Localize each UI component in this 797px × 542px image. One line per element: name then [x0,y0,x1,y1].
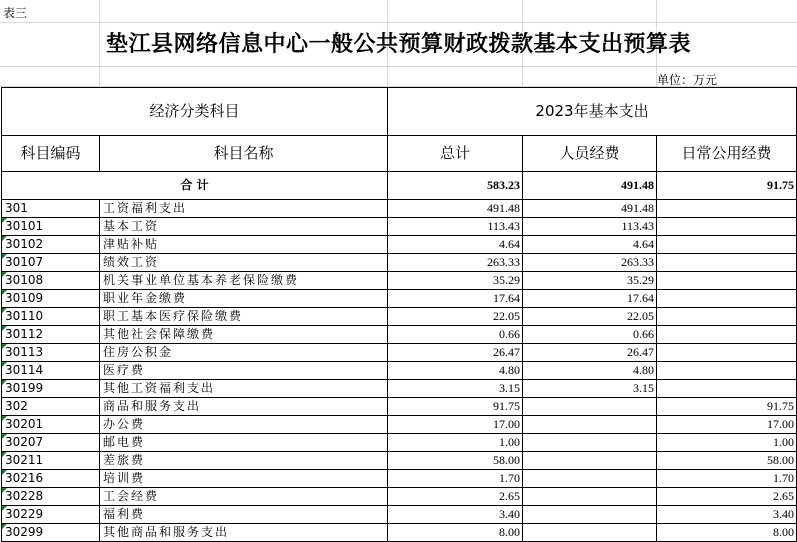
totals-personnel: 491.48 [523,172,657,200]
cell-public[interactable] [657,254,797,272]
cell-comment-indicator-icon [2,380,7,385]
cell-name-text: 医疗费 [103,363,146,377]
header-personnel: 人员经费 [523,136,657,172]
cell-total[interactable] [388,200,523,218]
cell-public[interactable] [657,380,797,398]
cell-comment-indicator-icon [2,254,7,259]
cell-public[interactable] [657,344,797,362]
table-row [2,272,797,290]
cell-code[interactable] [2,236,100,254]
cell-name[interactable] [100,416,388,434]
cell-public[interactable] [657,272,797,290]
cell-name[interactable] [100,506,388,524]
table-row [2,326,797,344]
cell-total-text: 4.80 [499,363,520,377]
cell-total-text: 91.75 [493,399,520,413]
cell-personnel-text: 35.29 [627,273,654,287]
page-title: 垫江县网络信息中心一般公共预算财政拨款基本支出预算表 [105,32,691,57]
cell-total-text: 17.00 [493,417,520,431]
table-row [2,488,797,506]
cell-public[interactable] [657,308,797,326]
cell-total-text: 58.00 [493,453,520,467]
cell-name-text: 基本工资 [103,219,160,233]
table-row [2,200,797,218]
cell-total[interactable] [388,344,523,362]
cell-public[interactable] [657,290,797,308]
cell-personnel-text: 4.64 [633,237,654,251]
cell-public[interactable] [657,416,797,434]
cell-public[interactable] [657,470,797,488]
cell-total[interactable] [388,524,523,542]
cell-name-text: 职工基本医疗保险缴费 [103,309,244,323]
cell-total[interactable] [388,218,523,236]
table-row [2,308,797,326]
cell-public-text: 2.65 [773,489,794,503]
cell-total-text: 1.00 [499,435,520,449]
cell-name-text: 工资福利支出 [103,201,188,215]
cell-total[interactable] [388,470,523,488]
cell-total-text: 8.00 [499,525,520,539]
cell-code-text: 30107 [5,255,44,269]
cell-public-text: 17.00 [767,417,794,431]
cell-code-text: 30216 [5,471,44,485]
cell-name-text: 差旅费 [103,453,146,467]
cell-total-text: 263.33 [487,255,520,269]
cell-total-text: 3.40 [499,507,520,521]
cell-personnel[interactable] [523,470,657,488]
cell-code[interactable] [2,344,100,362]
cell-public[interactable] [657,326,797,344]
totals-row [2,172,797,200]
table-row [2,380,797,398]
cell-personnel-text: 22.05 [627,309,654,323]
cell-personnel[interactable] [523,524,657,542]
cell-name[interactable] [100,362,388,380]
cell-name-text: 邮电费 [103,435,146,449]
cell-total[interactable] [388,452,523,470]
cell-code[interactable] [2,380,100,398]
cell-name[interactable] [100,452,388,470]
table-row [2,254,797,272]
cell-name-text: 其他社会保障缴费 [103,327,216,341]
cell-code[interactable] [2,200,100,218]
cell-code-text: 30199 [5,381,44,395]
cell-name[interactable] [100,470,388,488]
cell-total[interactable] [388,398,523,416]
cell-total-text: 35.29 [493,273,520,287]
totals-total: 583.23 [388,172,523,200]
cell-public[interactable] [657,506,797,524]
cell-total-text: 1.70 [499,471,520,485]
cell-name-text: 工会经费 [103,489,160,503]
cell-personnel[interactable] [523,308,657,326]
cell-personnel[interactable] [523,254,657,272]
header-year-basic: 2023年基本支出 [388,88,797,136]
header-econ-category: 经济分类科目 [2,88,388,136]
header-total: 总计 [388,136,523,172]
cell-personnel[interactable] [523,218,657,236]
cell-total[interactable] [388,488,523,506]
cell-personnel-text: 0.66 [633,327,654,341]
cell-public-text: 8.00 [773,525,794,539]
cell-personnel-text: 26.47 [627,345,654,359]
table-row [2,452,797,470]
cell-personnel[interactable] [523,344,657,362]
table-row [2,434,797,452]
cell-public-text: 1.70 [773,471,794,485]
cell-code-text: 30207 [5,435,44,449]
cell-name[interactable] [100,380,388,398]
cell-name-text: 其他工资福利支出 [103,381,216,395]
cell-public[interactable] [657,236,797,254]
cell-public[interactable] [657,434,797,452]
cell-total[interactable] [388,434,523,452]
cell-code[interactable] [2,470,100,488]
table-row [2,236,797,254]
cell-personnel[interactable] [523,452,657,470]
cell-name[interactable] [100,398,388,416]
cell-code-text: 301 [5,201,28,215]
cell-comment-indicator-icon [2,434,7,439]
cell-name-text: 其他商品和服务支出 [103,525,230,539]
sheet-label: 表三 [3,6,28,20]
cell-comment-indicator-icon [2,416,7,421]
cell-name-text: 津贴补贴 [103,237,160,251]
cell-total[interactable] [388,506,523,524]
cell-total-text: 4.64 [499,237,520,251]
cell-code-text: 30112 [5,327,44,341]
header-name: 科目名称 [100,136,388,172]
cell-name[interactable] [100,524,388,542]
cell-code-text: 302 [5,399,28,413]
cell-code[interactable] [2,254,100,272]
cell-name-text: 福利费 [103,507,146,521]
cell-code[interactable] [2,524,100,542]
cell-name[interactable] [100,272,388,290]
cell-public[interactable] [657,362,797,380]
cell-code[interactable] [2,272,100,290]
cell-comment-indicator-icon [2,470,7,475]
cell-name-text: 机关事业单位基本养老保险缴费 [103,273,300,287]
cell-code[interactable] [2,452,100,470]
cell-code[interactable] [2,398,100,416]
cell-total[interactable] [388,326,523,344]
cell-personnel[interactable] [523,290,657,308]
cell-comment-indicator-icon [2,362,7,367]
cell-public-text: 1.00 [773,435,794,449]
cell-total[interactable] [388,380,523,398]
totals-label: 合 计 [2,172,388,200]
cell-name-text: 住房公积金 [103,345,174,359]
cell-code[interactable] [2,218,100,236]
cell-comment-indicator-icon [2,326,7,331]
cell-public-text: 91.75 [767,399,794,413]
cell-comment-indicator-icon [2,218,7,223]
table-row [2,344,797,362]
cell-name-text: 培训费 [103,471,146,485]
cell-total-text: 22.05 [493,309,520,323]
cell-total[interactable] [388,308,523,326]
gridline [0,66,797,67]
cell-personnel[interactable] [523,326,657,344]
cell-name[interactable] [100,308,388,326]
cell-total[interactable] [388,362,523,380]
table-row [2,218,797,236]
cell-personnel[interactable] [523,416,657,434]
cell-code[interactable] [2,362,100,380]
cell-personnel[interactable] [523,488,657,506]
cell-name[interactable] [100,254,388,272]
cell-personnel[interactable] [523,200,657,218]
cell-total-text: 3.15 [499,381,520,395]
cell-total-text: 17.64 [493,291,520,305]
cell-code-text: 30201 [5,417,44,431]
cell-code[interactable] [2,326,100,344]
cell-code[interactable] [2,308,100,326]
cell-code-text: 30114 [5,363,44,377]
cell-total-text: 0.66 [499,327,520,341]
cell-personnel-text: 17.64 [627,291,654,305]
header-code: 科目编码 [2,136,100,172]
cell-personnel[interactable] [523,434,657,452]
header-public: 日常公用经费 [657,136,797,172]
cell-total[interactable] [388,254,523,272]
cell-total[interactable] [388,272,523,290]
cell-personnel-text: 3.15 [633,381,654,395]
cell-comment-indicator-icon [2,272,7,277]
table-row [2,290,797,308]
cell-public-text: 58.00 [767,453,794,467]
cell-comment-indicator-icon [2,488,7,493]
header-row [2,88,797,136]
gridline [0,22,797,23]
unit-label: 单位：万元 [657,73,718,87]
cell-name[interactable] [100,434,388,452]
totals-public: 91.75 [657,172,797,200]
cell-name[interactable] [100,290,388,308]
cell-name-text: 职业年金缴费 [103,291,188,305]
budget-table [1,87,797,542]
cell-code-text: 30211 [5,453,44,467]
cell-public[interactable] [657,398,797,416]
cell-total-text: 2.65 [499,489,520,503]
header-row [2,136,797,172]
cell-personnel[interactable] [523,362,657,380]
cell-comment-indicator-icon [2,506,7,511]
cell-code[interactable] [2,290,100,308]
cell-personnel[interactable] [523,506,657,524]
cell-code-text: 30102 [5,237,44,251]
cell-code-text: 30228 [5,489,44,503]
cell-public[interactable] [657,218,797,236]
cell-name-text: 办公费 [103,417,146,431]
cell-name[interactable] [100,236,388,254]
cell-public-text: 3.40 [773,507,794,521]
cell-comment-indicator-icon [2,524,7,529]
cell-personnel-text: 263.33 [621,255,654,269]
cell-code[interactable] [2,416,100,434]
cell-personnel-text: 113.43 [621,219,654,233]
cell-total-text: 26.47 [493,345,520,359]
cell-comment-indicator-icon [2,290,7,295]
cell-code-text: 30113 [5,345,44,359]
cell-name[interactable] [100,488,388,506]
cell-code[interactable] [2,488,100,506]
cell-code-text: 30229 [5,507,44,521]
cell-comment-indicator-icon [2,452,7,457]
cell-comment-indicator-icon [2,308,7,313]
cell-public[interactable] [657,452,797,470]
cell-personnel[interactable] [523,236,657,254]
table-row [2,506,797,524]
cell-code-text: 30110 [5,309,44,323]
cell-total[interactable] [388,236,523,254]
table-row [2,524,797,542]
cell-code-text: 30108 [5,273,44,287]
cell-name-text: 商品和服务支出 [103,399,202,413]
cell-code-text: 30101 [5,219,44,233]
cell-total-text: 113.43 [487,219,520,233]
cell-code-text: 30299 [5,525,44,539]
cell-total[interactable] [388,290,523,308]
cell-total-text: 491.48 [487,201,520,215]
cell-personnel[interactable] [523,380,657,398]
table-row [2,416,797,434]
table-row [2,470,797,488]
cell-name-text: 绩效工资 [103,255,160,269]
cell-name[interactable] [100,200,388,218]
cell-total[interactable] [388,416,523,434]
cell-comment-indicator-icon [2,344,7,349]
cell-public[interactable] [657,488,797,506]
cell-name[interactable] [100,218,388,236]
cell-name[interactable] [100,326,388,344]
cell-code-text: 30109 [5,291,44,305]
cell-code[interactable] [2,434,100,452]
cell-personnel-text: 4.80 [633,363,654,377]
cell-personnel-text: 491.48 [621,201,654,215]
cell-personnel[interactable] [523,398,657,416]
table-row [2,362,797,380]
cell-public[interactable] [657,200,797,218]
cell-public[interactable] [657,524,797,542]
cell-personnel[interactable] [523,272,657,290]
cell-code[interactable] [2,506,100,524]
table-row [2,398,797,416]
cell-comment-indicator-icon [2,236,7,241]
cell-name[interactable] [100,344,388,362]
